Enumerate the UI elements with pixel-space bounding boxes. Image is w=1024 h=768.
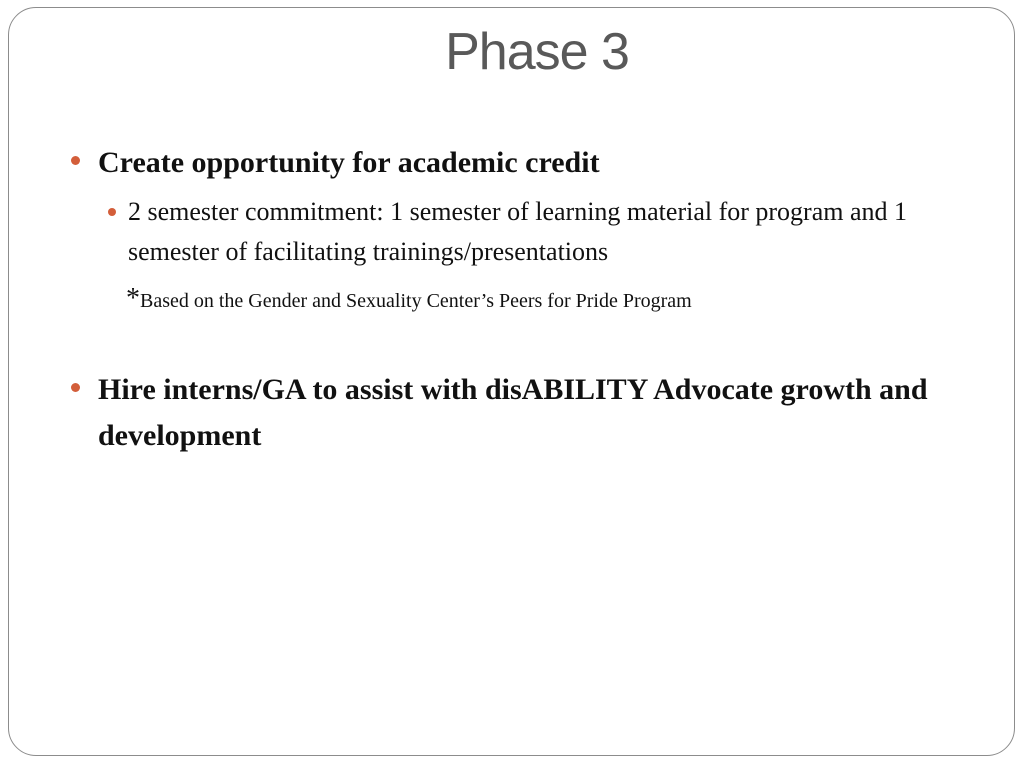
footnote-marker: * [126, 283, 140, 314]
bullet-dot [71, 383, 80, 392]
sub-bullet-text-semester-commitment: 2 semester commitment: 1 semester of learning material for program and 1 semester of facilitating trainings/presentations [128, 197, 908, 266]
bullet-dot [71, 156, 80, 165]
sub-bullet-dot [108, 208, 116, 216]
footnote-text: Based on the Gender and Sexuality Center’s Peers for Pride Program [140, 290, 692, 312]
footnote [126, 284, 692, 316]
bullet-text-hire-interns: Hire interns/GA to assist with disABILITY Advocate growth and development [98, 373, 928, 452]
bullet-text-academic-credit: Create opportunity for academic credit [98, 146, 600, 179]
slide-title: Phase 3 [445, 23, 629, 81]
